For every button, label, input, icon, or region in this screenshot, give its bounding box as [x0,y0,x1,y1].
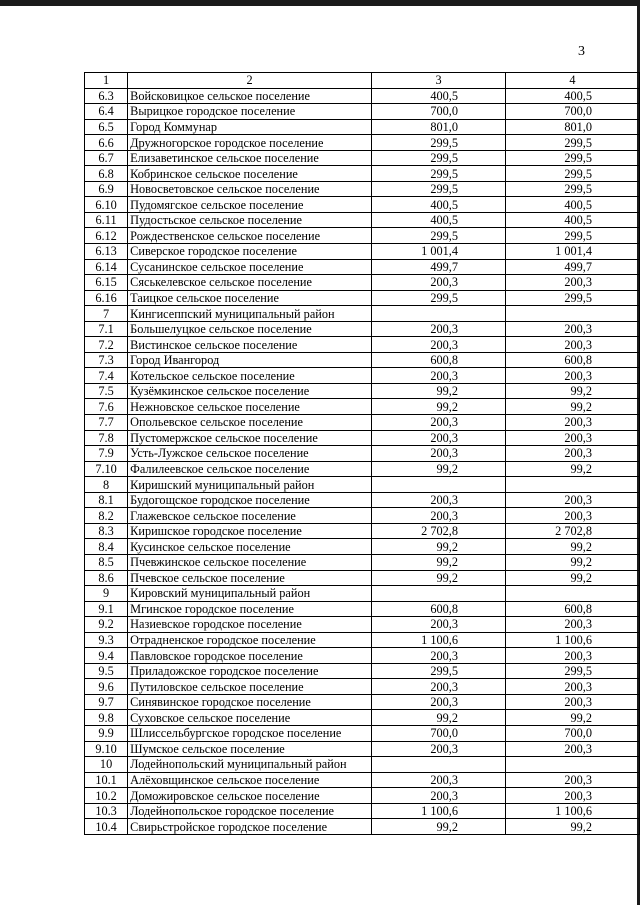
row-number: 7.2 [85,337,128,353]
row-value-col4: 299,5 [506,228,640,244]
row-value-col3: 99,2 [372,399,506,415]
row-number: 7.3 [85,352,128,368]
row-value-col3: 700,0 [372,104,506,120]
row-value-col4: 299,5 [506,181,640,197]
row-value-col4: 200,3 [506,337,640,353]
row-number: 6.15 [85,275,128,291]
table-row [85,119,640,135]
row-name: Дружногорское городское поселение [128,135,372,151]
table-header-row [85,73,640,89]
row-name: Киришский муниципальный район [128,477,372,493]
table-row [85,648,640,664]
row-value-col4: 99,2 [506,399,640,415]
table-row [85,679,640,695]
row-name: Войсковицкое сельское поселение [128,88,372,104]
row-name: Сусанинское сельское поселение [128,259,372,275]
table-row [85,399,640,415]
row-number: 6.10 [85,197,128,213]
row-value-col3: 200,3 [372,772,506,788]
table-row [85,477,640,493]
row-value-col4: 99,2 [506,554,640,570]
row-number: 6.16 [85,290,128,306]
table-row [85,663,640,679]
row-name: Шумское сельское поселение [128,741,372,757]
row-value-col4: 400,5 [506,88,640,104]
row-value-col3: 200,3 [372,337,506,353]
table-row [85,244,640,260]
row-value-col4: 200,3 [506,415,640,431]
row-value-col3: 200,3 [372,321,506,337]
row-value-col4: 400,5 [506,212,640,228]
row-value-col4: 200,3 [506,772,640,788]
row-number: 6.14 [85,259,128,275]
row-name: Кусинское сельское поселение [128,539,372,555]
row-value-col3: 200,3 [372,275,506,291]
table-row [85,586,640,602]
header-col-4: 4 [506,73,640,89]
row-value-col3: 299,5 [372,166,506,182]
row-name: Лодейнопольский муниципальный район [128,757,372,773]
row-name: Кировский муниципальный район [128,586,372,602]
allocation-table [84,72,640,835]
table-row [85,383,640,399]
row-value-col3: 1 100,6 [372,803,506,819]
row-name: Нежновское сельское поселение [128,399,372,415]
row-name: Вистинское сельское поселение [128,337,372,353]
row-value-col4: 200,3 [506,679,640,695]
row-value-col4: 99,2 [506,570,640,586]
row-name: Доможировское сельское поселение [128,788,372,804]
table-row [85,352,640,368]
row-number: 8.1 [85,492,128,508]
row-number: 6.12 [85,228,128,244]
row-value-col3: 99,2 [372,383,506,399]
table-row [85,290,640,306]
row-name: Опольевское сельское поселение [128,415,372,431]
table-row [85,710,640,726]
row-value-col3: 200,3 [372,446,506,462]
row-number: 10.2 [85,788,128,804]
row-value-col3: 200,3 [372,430,506,446]
row-value-col4 [506,477,640,493]
row-name: Усть-Лужское сельское поселение [128,446,372,462]
row-value-col4: 200,3 [506,694,640,710]
row-value-col4: 200,3 [506,508,640,524]
table-row [85,741,640,757]
row-name: Таицкое сельское поселение [128,290,372,306]
row-number: 7.10 [85,461,128,477]
row-value-col4: 200,3 [506,430,640,446]
row-value-col3: 299,5 [372,663,506,679]
row-value-col3: 200,3 [372,694,506,710]
row-value-col3: 200,3 [372,648,506,664]
row-name: Город Ивангород [128,352,372,368]
table-row [85,321,640,337]
row-number: 10.4 [85,819,128,835]
row-name: Кингисеппский муниципальный район [128,306,372,322]
table-row [85,617,640,633]
table-row [85,523,640,539]
row-name: Мгинское городское поселение [128,601,372,617]
row-value-col3: 200,3 [372,679,506,695]
row-value-col4: 200,3 [506,788,640,804]
row-value-col4 [506,586,640,602]
row-value-col3: 200,3 [372,788,506,804]
table-row [85,368,640,384]
row-name: Назиевское городское поселение [128,617,372,633]
row-name: Сяськелевское сельское поселение [128,275,372,291]
row-number: 9.7 [85,694,128,710]
row-number: 6.11 [85,212,128,228]
row-number: 7.1 [85,321,128,337]
row-value-col4: 99,2 [506,819,640,835]
row-value-col3: 2 702,8 [372,523,506,539]
row-name: Суховское сельское поселение [128,710,372,726]
row-value-col4: 801,0 [506,119,640,135]
row-number: 8.2 [85,508,128,524]
table-row [85,181,640,197]
row-number: 8.4 [85,539,128,555]
row-number: 8.3 [85,523,128,539]
table-row [85,150,640,166]
row-number: 6.5 [85,119,128,135]
row-number: 8 [85,477,128,493]
row-name: Большелуцкое сельское поселение [128,321,372,337]
row-value-col3: 99,2 [372,570,506,586]
row-number: 9 [85,586,128,602]
header-col-1: 1 [85,73,128,89]
row-value-col3: 400,5 [372,212,506,228]
row-name: Фалилеевское сельское поселение [128,461,372,477]
row-number: 7.5 [85,383,128,399]
row-name: Елизаветинское сельское поселение [128,150,372,166]
row-value-col4: 2 702,8 [506,523,640,539]
row-value-col3: 801,0 [372,119,506,135]
row-number: 9.5 [85,663,128,679]
row-value-col4: 200,3 [506,741,640,757]
row-value-col3: 99,2 [372,819,506,835]
row-name: Будогощское городское поселение [128,492,372,508]
scan-border-top [0,0,640,6]
row-value-col4: 499,7 [506,259,640,275]
row-name: Путиловское сельское поселение [128,679,372,695]
header-col-2: 2 [128,73,372,89]
row-value-col3: 400,5 [372,197,506,213]
row-number: 10.1 [85,772,128,788]
row-number: 9.2 [85,617,128,633]
row-value-col4: 99,2 [506,461,640,477]
row-value-col3: 700,0 [372,725,506,741]
table-row [85,725,640,741]
row-name: Отрадненское городское поселение [128,632,372,648]
row-number: 7.6 [85,399,128,415]
row-name: Вырицкое городское поселение [128,104,372,120]
row-value-col4: 99,2 [506,710,640,726]
row-value-col3: 299,5 [372,150,506,166]
row-name: Город Коммунар [128,119,372,135]
row-value-col4: 200,3 [506,648,640,664]
table-row [85,492,640,508]
row-name: Лодейнопольское городское поселение [128,803,372,819]
row-value-col3: 200,3 [372,508,506,524]
table-row [85,430,640,446]
row-value-col4: 200,3 [506,275,640,291]
table-row [85,694,640,710]
row-value-col4: 700,0 [506,725,640,741]
page-number: 3 [578,44,585,59]
row-value-col4: 200,3 [506,446,640,462]
row-name: Пустомержское сельское поселение [128,430,372,446]
table-row [85,632,640,648]
table-row [85,819,640,835]
table-row [85,803,640,819]
row-value-col4: 299,5 [506,150,640,166]
row-value-col4: 299,5 [506,135,640,151]
row-value-col4: 299,5 [506,290,640,306]
table-row [85,570,640,586]
row-value-col3: 200,3 [372,415,506,431]
row-name: Сиверское городское поселение [128,244,372,260]
row-number: 9.6 [85,679,128,695]
row-value-col4: 299,5 [506,663,640,679]
row-name: Пудомягское сельское поселение [128,197,372,213]
row-number: 9.4 [85,648,128,664]
row-value-col4: 1 001,4 [506,244,640,260]
row-name: Котельское сельское поселение [128,368,372,384]
row-number: 7 [85,306,128,322]
row-number: 9.3 [85,632,128,648]
row-number: 9.8 [85,710,128,726]
row-value-col4: 200,3 [506,492,640,508]
row-number: 9.9 [85,725,128,741]
row-name: Шлиссельбургское городское поселение [128,725,372,741]
table-row [85,275,640,291]
row-value-col3 [372,757,506,773]
row-name: Павловское городское поселение [128,648,372,664]
row-value-col4 [506,757,640,773]
row-number: 9.10 [85,741,128,757]
row-value-col3: 400,5 [372,88,506,104]
row-number: 10 [85,757,128,773]
table-row [85,539,640,555]
table-row [85,337,640,353]
row-value-col3: 499,7 [372,259,506,275]
row-value-col3 [372,306,506,322]
row-value-col3: 1 100,6 [372,632,506,648]
row-value-col4 [506,306,640,322]
row-name: Киришское городское поселение [128,523,372,539]
row-value-col4: 200,3 [506,617,640,633]
row-value-col3: 200,3 [372,492,506,508]
row-number: 7.8 [85,430,128,446]
row-name: Синявинское городское поселение [128,694,372,710]
table-row [85,212,640,228]
row-value-col3: 99,2 [372,461,506,477]
table-row [85,788,640,804]
table-row [85,772,640,788]
table-row [85,461,640,477]
row-value-col3 [372,586,506,602]
table-row [85,197,640,213]
row-value-col3: 200,3 [372,741,506,757]
row-number: 6.6 [85,135,128,151]
row-value-col4: 600,8 [506,352,640,368]
table-row [85,135,640,151]
row-value-col4: 299,5 [506,166,640,182]
row-value-col4: 1 100,6 [506,803,640,819]
row-value-col3: 99,2 [372,710,506,726]
row-value-col4: 200,3 [506,368,640,384]
row-value-col3: 1 001,4 [372,244,506,260]
table-row [85,601,640,617]
row-number: 6.4 [85,104,128,120]
row-name: Пчевжинское сельское поселение [128,554,372,570]
row-value-col3: 99,2 [372,539,506,555]
row-name: Кузёмкинское сельское поселение [128,383,372,399]
row-value-col4: 1 100,6 [506,632,640,648]
row-number: 7.9 [85,446,128,462]
row-number: 8.6 [85,570,128,586]
row-number: 10.3 [85,803,128,819]
row-value-col4: 700,0 [506,104,640,120]
table-row [85,306,640,322]
table-row [85,228,640,244]
row-value-col3: 600,8 [372,352,506,368]
row-value-col3: 600,8 [372,601,506,617]
row-name: Новосветовское сельское поселение [128,181,372,197]
row-number: 8.5 [85,554,128,570]
row-value-col4: 600,8 [506,601,640,617]
table-row [85,757,640,773]
row-value-col4: 99,2 [506,383,640,399]
row-name: Кобринское сельское поселение [128,166,372,182]
table-row [85,88,640,104]
row-value-col3: 200,3 [372,368,506,384]
table-row [85,166,640,182]
row-name: Алёховщинское сельское поселение [128,772,372,788]
row-value-col4: 200,3 [506,321,640,337]
row-number: 6.8 [85,166,128,182]
row-name: Глажевское сельское поселение [128,508,372,524]
row-number: 7.4 [85,368,128,384]
row-name: Пудостьское сельское поселение [128,212,372,228]
row-value-col3: 299,5 [372,181,506,197]
row-name: Приладожское городское поселение [128,663,372,679]
row-value-col3: 299,5 [372,135,506,151]
row-value-col3: 299,5 [372,290,506,306]
row-value-col4: 400,5 [506,197,640,213]
row-number: 6.7 [85,150,128,166]
row-number: 6.9 [85,181,128,197]
row-value-col3 [372,477,506,493]
row-value-col3: 99,2 [372,554,506,570]
table-row [85,259,640,275]
table-row [85,415,640,431]
row-number: 6.13 [85,244,128,260]
row-number: 7.7 [85,415,128,431]
table-row [85,554,640,570]
row-value-col4: 99,2 [506,539,640,555]
table-row [85,446,640,462]
table-row [85,104,640,120]
row-name: Пчевское сельское поселение [128,570,372,586]
row-value-col3: 200,3 [372,617,506,633]
row-name: Рождественское сельское поселение [128,228,372,244]
row-name: Свирьстройское городское поселение [128,819,372,835]
header-col-3: 3 [372,73,506,89]
row-number: 9.1 [85,601,128,617]
row-number: 6.3 [85,88,128,104]
table-row [85,508,640,524]
row-value-col3: 299,5 [372,228,506,244]
